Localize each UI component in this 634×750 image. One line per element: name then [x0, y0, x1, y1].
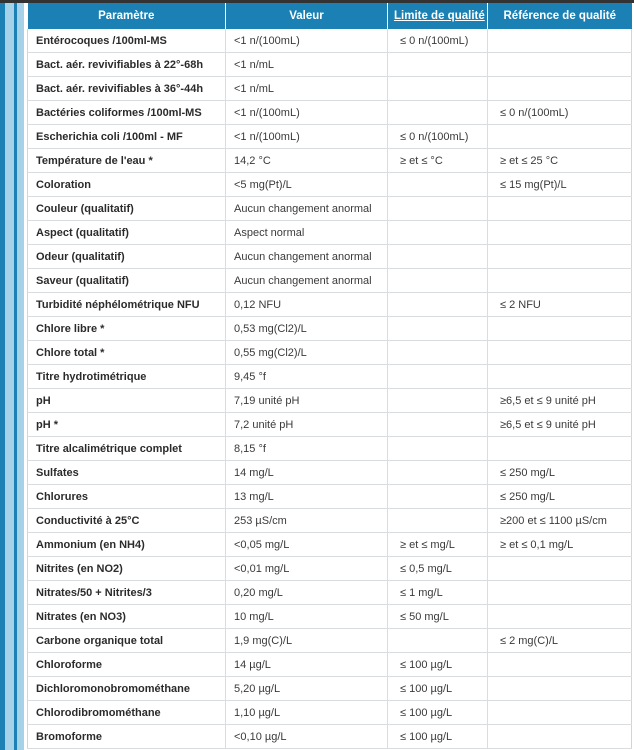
cell-quality-limit: ≤ 100 µg/L — [388, 653, 488, 677]
cell-value: 13 mg/L — [226, 485, 388, 509]
cell-quality-limit — [388, 461, 488, 485]
cell-parameter: Sulfates — [28, 461, 226, 485]
cell-quality-reference — [488, 341, 632, 365]
cell-value: 9,45 °f — [226, 365, 388, 389]
cell-value: 0,20 mg/L — [226, 581, 388, 605]
cell-quality-limit — [388, 53, 488, 77]
table-header-row — [28, 3, 632, 29]
table-row — [28, 725, 632, 749]
table-row — [28, 365, 632, 389]
table-header — [28, 3, 632, 29]
cell-quality-limit — [388, 197, 488, 221]
cell-parameter: Nitrates/50 + Nitrites/3 — [28, 581, 226, 605]
cell-quality-limit — [388, 365, 488, 389]
table-row — [28, 701, 632, 725]
cell-quality-reference — [488, 317, 632, 341]
top-dark-strip — [0, 0, 634, 3]
cell-quality-limit: ≥ et ≤ mg/L — [388, 533, 488, 557]
cell-quality-limit — [388, 629, 488, 653]
table-row — [28, 653, 632, 677]
cell-quality-reference — [488, 653, 632, 677]
table-row — [28, 413, 632, 437]
cell-quality-limit: ≤ 100 µg/L — [388, 725, 488, 749]
table-row — [28, 605, 632, 629]
cell-value: <0,10 µg/L — [226, 725, 388, 749]
cell-quality-reference — [488, 557, 632, 581]
cell-value: <0,01 mg/L — [226, 557, 388, 581]
table-row — [28, 629, 632, 653]
cell-parameter: Aspect (qualitatif) — [28, 221, 226, 245]
cell-parameter: Titre hydrotimétrique — [28, 365, 226, 389]
cell-parameter: Chlorodibromométhane — [28, 701, 226, 725]
cell-parameter: Carbone organique total — [28, 629, 226, 653]
cell-parameter: Couleur (qualitatif) — [28, 197, 226, 221]
cell-value: <5 mg(Pt)/L — [226, 173, 388, 197]
cell-parameter: pH * — [28, 413, 226, 437]
cell-parameter: Bactéries coliformes /100ml-MS — [28, 101, 226, 125]
cell-quality-reference: ≥6,5 et ≤ 9 unité pH — [488, 389, 632, 413]
cell-parameter: Chlore libre * — [28, 317, 226, 341]
cell-quality-reference: ≤ 0 n/(100mL) — [488, 101, 632, 125]
cell-parameter: Bromoforme — [28, 725, 226, 749]
table-row — [28, 389, 632, 413]
cell-parameter: Température de l'eau * — [28, 149, 226, 173]
cell-quality-limit: ≤ 100 µg/L — [388, 677, 488, 701]
cell-parameter: pH — [28, 389, 226, 413]
cell-quality-reference: ≥ et ≤ 0,1 mg/L — [488, 533, 632, 557]
cell-value: Aucun changement anormal — [226, 269, 388, 293]
cell-quality-reference — [488, 125, 632, 149]
cell-value: <1 n/mL — [226, 53, 388, 77]
cell-quality-reference: ≤ 2 mg(C)/L — [488, 629, 632, 653]
cell-quality-reference — [488, 725, 632, 749]
cell-value: 253 µS/cm — [226, 509, 388, 533]
cell-value: <0,05 mg/L — [226, 533, 388, 557]
table-row — [28, 581, 632, 605]
cell-quality-limit: ≥ et ≤ °C — [388, 149, 488, 173]
cell-parameter: Bact. aér. revivifiables à 36°-44h — [28, 77, 226, 101]
cell-value: 7,2 unité pH — [226, 413, 388, 437]
water-quality-table — [27, 3, 632, 749]
table-row — [28, 317, 632, 341]
cell-value: Aucun changement anormal — [226, 245, 388, 269]
cell-quality-limit — [388, 269, 488, 293]
cell-quality-reference — [488, 197, 632, 221]
column-header-quality-limit-label: Limite de qualité — [394, 10, 485, 22]
cell-quality-reference — [488, 677, 632, 701]
cell-value: 14 µg/L — [226, 653, 388, 677]
column-header-parameter[interactable]: Paramètre — [28, 3, 226, 29]
table-row — [28, 221, 632, 245]
cell-value: Aspect normal — [226, 221, 388, 245]
cell-parameter: Chlore total * — [28, 341, 226, 365]
cell-parameter: Chloroforme — [28, 653, 226, 677]
cell-quality-limit — [388, 77, 488, 101]
cell-parameter: Conductivité à 25°C — [28, 509, 226, 533]
table-row — [28, 245, 632, 269]
cell-parameter: Bact. aér. revivifiables à 22°-68h — [28, 53, 226, 77]
cell-quality-reference: ≤ 250 mg/L — [488, 485, 632, 509]
cell-quality-limit: ≤ 0 n/(100mL) — [388, 29, 488, 53]
table-row — [28, 533, 632, 557]
cell-quality-reference: ≥200 et ≤ 1100 µS/cm — [488, 509, 632, 533]
cell-quality-limit — [388, 317, 488, 341]
cell-quality-reference — [488, 701, 632, 725]
cell-parameter: Escherichia coli /100ml - MF — [28, 125, 226, 149]
cell-value: 0,12 NFU — [226, 293, 388, 317]
table-row — [28, 677, 632, 701]
cell-quality-reference — [488, 437, 632, 461]
cell-parameter: Dichloromonobromométhane — [28, 677, 226, 701]
cell-quality-limit — [388, 389, 488, 413]
cell-parameter: Odeur (qualitatif) — [28, 245, 226, 269]
left-rail-group — [0, 3, 26, 750]
cell-value: 8,15 °f — [226, 437, 388, 461]
cell-value: <1 n/(100mL) — [226, 125, 388, 149]
cell-value: <1 n/mL — [226, 77, 388, 101]
table-row — [28, 77, 632, 101]
cell-quality-limit — [388, 101, 488, 125]
table-row — [28, 269, 632, 293]
cell-parameter: Chlorures — [28, 485, 226, 509]
cell-value: 14,2 °C — [226, 149, 388, 173]
left-scrollbar-track[interactable] — [5, 3, 14, 750]
cell-parameter: Saveur (qualitatif) — [28, 269, 226, 293]
table-row — [28, 485, 632, 509]
cell-quality-limit: ≤ 1 mg/L — [388, 581, 488, 605]
cell-quality-reference: ≤ 250 mg/L — [488, 461, 632, 485]
cell-quality-limit — [388, 485, 488, 509]
column-header-value[interactable]: Valeur — [226, 3, 388, 29]
table-body — [28, 29, 632, 749]
table-row — [28, 341, 632, 365]
table-row — [28, 101, 632, 125]
cell-quality-limit — [388, 173, 488, 197]
cell-value: 5,20 µg/L — [226, 677, 388, 701]
cell-quality-reference — [488, 29, 632, 53]
results-table-container — [27, 3, 631, 749]
cell-quality-reference: ≤ 15 mg(Pt)/L — [488, 173, 632, 197]
cell-value: <1 n/(100mL) — [226, 101, 388, 125]
cell-quality-reference — [488, 53, 632, 77]
cell-parameter: Ammonium (en NH4) — [28, 533, 226, 557]
cell-quality-reference: ≥6,5 et ≤ 9 unité pH — [488, 413, 632, 437]
cell-value: 0,53 mg(Cl2)/L — [226, 317, 388, 341]
cell-parameter: Turbidité néphélométrique NFU — [28, 293, 226, 317]
cell-quality-limit: ≤ 100 µg/L — [388, 701, 488, 725]
cell-parameter: Nitrites (en NO2) — [28, 557, 226, 581]
cell-quality-reference — [488, 605, 632, 629]
table-row — [28, 53, 632, 77]
table-row — [28, 125, 632, 149]
cell-quality-limit — [388, 413, 488, 437]
cell-value: 1,9 mg(C)/L — [226, 629, 388, 653]
table-row — [28, 29, 632, 53]
cell-quality-limit — [388, 221, 488, 245]
cell-value: 10 mg/L — [226, 605, 388, 629]
column-header-quality-reference[interactable]: Référence de qualité — [488, 3, 632, 29]
cell-quality-reference: ≤ 2 NFU — [488, 293, 632, 317]
cell-quality-reference — [488, 365, 632, 389]
cell-value: 14 mg/L — [226, 461, 388, 485]
cell-quality-limit — [388, 509, 488, 533]
table-row — [28, 509, 632, 533]
left-gutter — [17, 3, 24, 750]
cell-parameter: Entérocoques /100ml-MS — [28, 29, 226, 53]
cell-quality-limit — [388, 437, 488, 461]
cell-quality-reference — [488, 221, 632, 245]
table-row — [28, 293, 632, 317]
cell-quality-limit — [388, 245, 488, 269]
cell-parameter: Nitrates (en NO3) — [28, 605, 226, 629]
table-row — [28, 173, 632, 197]
cell-value: 1,10 µg/L — [226, 701, 388, 725]
table-row — [28, 461, 632, 485]
cell-quality-limit: ≤ 50 mg/L — [388, 605, 488, 629]
table-row — [28, 197, 632, 221]
cell-value: 7,19 unité pH — [226, 389, 388, 413]
table-row — [28, 557, 632, 581]
column-header-quality-limit[interactable] — [388, 3, 488, 29]
cell-quality-reference — [488, 581, 632, 605]
cell-quality-limit — [388, 293, 488, 317]
cell-quality-limit: ≤ 0 n/(100mL) — [388, 125, 488, 149]
cell-quality-reference — [488, 77, 632, 101]
cell-quality-limit: ≤ 0,5 mg/L — [388, 557, 488, 581]
cell-value: 0,55 mg(Cl2)/L — [226, 341, 388, 365]
cell-parameter: Titre alcalimétrique complet — [28, 437, 226, 461]
cell-quality-reference — [488, 245, 632, 269]
cell-value: <1 n/(100mL) — [226, 29, 388, 53]
cell-quality-limit — [388, 341, 488, 365]
cell-value: Aucun changement anormal — [226, 197, 388, 221]
table-row — [28, 149, 632, 173]
cell-quality-reference — [488, 269, 632, 293]
table-row — [28, 437, 632, 461]
cell-quality-reference: ≥ et ≤ 25 °C — [488, 149, 632, 173]
cell-parameter: Coloration — [28, 173, 226, 197]
